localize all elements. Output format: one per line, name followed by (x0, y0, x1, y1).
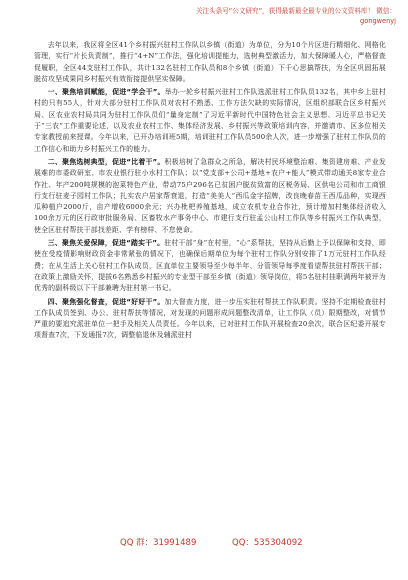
promo-banner (196, 6, 396, 26)
section-paragraph-4 (34, 297, 386, 342)
section-paragraph-1 (34, 87, 386, 155)
qq-group-label: QQ 群：31991489 (120, 538, 197, 548)
section-heading-2: 二、聚焦选树典型，促进“比着干”。 (47, 157, 165, 166)
paragraph-text: 举办一轮乡村振兴驻村工作队选派驻村工作队员132名，其中乡上驻村村的只有55人，针对大部分驻村工作队员对农村不熟悉、工作方法欠缺的实际情况，区组织部联合区乡村振兴局、区农业农村局共同为驻村工作队员们“量身定制”了习近平新时代中国特色社会主义思想、习近平总书记关于“三农”工作重要论述，以及农业农村工作、集体经济发展、乡村振兴等政策培训内容，并邀请市、区多位相关专家教授前来授课。今年以来，已开办培训班5期，培训驻村工作队员500余人次，进一步增强了驻村工作队员的工作信心和助力乡村振兴工作的能力。 (34, 88, 386, 153)
qq-contact-label: QQ：535304092 (232, 538, 303, 548)
section-heading-1: 一、聚焦培训赋能，促进“学会干”。 (47, 88, 165, 97)
document-body (34, 40, 386, 526)
paragraph-text: 驻村干部“身”在村里，“心”系帮扶，坚持从后勤上予以保障和支持，即使在受疫情影响财政资金非常紧张的情况下，也确保后期单位为每个驻村工作队分别安排了1万元驻村工作队经费；在从生活上关心驻村工作队成员，区直单位主要领导至少每半年、分管领导每季度看望帮扶驻村帮扶干部；在政策上激励关怀，提拔6名熟悉乡村振兴的专业型干部至乡镇（街道）领导岗位，将5名驻村挂职满两年被评为优秀的副科级以下干部兼聘为驻村第一书记。 (34, 239, 386, 293)
intro-paragraph (34, 40, 386, 85)
section-heading-4: 四、聚焦强化督查，促进“好好干”。 (47, 297, 165, 306)
page-footer (0, 532, 408, 552)
section-paragraph-3 (34, 238, 386, 294)
paragraph-text: 加大督查力度，进一步压实驻村帮扶工作队职责。坚持不定期检查驻村工作队成员签到、办公、驻村帮扶等情况，对发现的问题形成问题整改清单，让工作队（员）限期整改，对情节严重的要追究派驻单位一把手及相关人员责任。今年以来，已对驻村工作队开展检查20余次，联合区纪委开展专项督查7次，下发通报7次，调整临退休及辅派驻村 (34, 297, 386, 340)
paragraph-text: 去年以来，我区将全区41个乡村振兴驻村工作队以乡镇（街道）为单位，分为10个片区进行精细化、网格化管理，实行“片长负责制”，推行“4+N”工作法，强化培训提能力，选树典型激活力，加大保障暖人心，严格督查促履职，全区44支驻村工作队，共计132名驻村工作队员和8个乡镇（街道）下千心思搞帮扶，为全区巩固拓展脱贫攻坚成果同乡村振兴有效衔接提供坚实保障。 (34, 41, 386, 83)
section-heading-3: 三、聚焦关爱保障，促进“踏实干”。 (47, 239, 165, 248)
page-header (0, 0, 408, 40)
promo-line-2: gongwenyj (360, 17, 396, 25)
promo-line-1: 关注头条号“公文研究”，获得最新最全最专业的公文资料库！ 微信： (195, 7, 396, 15)
section-paragraph-2 (34, 157, 386, 236)
paragraph-text: 积极培树了急群众之所急，解决村民坏境整治难、集资建房难、产业发展难的市委政研室、市农业银行驻小水村工作队；以“党支部+公司+基地+农户+能人”模式带动通关8家专业合作社、年产200吨规模的泡菜特色产业，带动75户296名已贫困户脱贫致富的区税务局、区供电公司和市工商银行支行驻麦子园村工作队；扎实农户居家帮衰退，打造“美美人”西瓜金字招牌，改良晚春苗王西瓜品种，实现西瓜种植户2000斤，亩产增收6000余元；兴办枇杷养殖基地，成立农机专业合作社，预计增加村集体经济收入100余万元的区行政审批服务局、区畜牧水产事务中心、市建行支行驻孟公山村工作队等乡村振兴工作队典型，使全区驻村帮扶干部找差距、学有榜样、不怠使命。 (34, 157, 386, 234)
